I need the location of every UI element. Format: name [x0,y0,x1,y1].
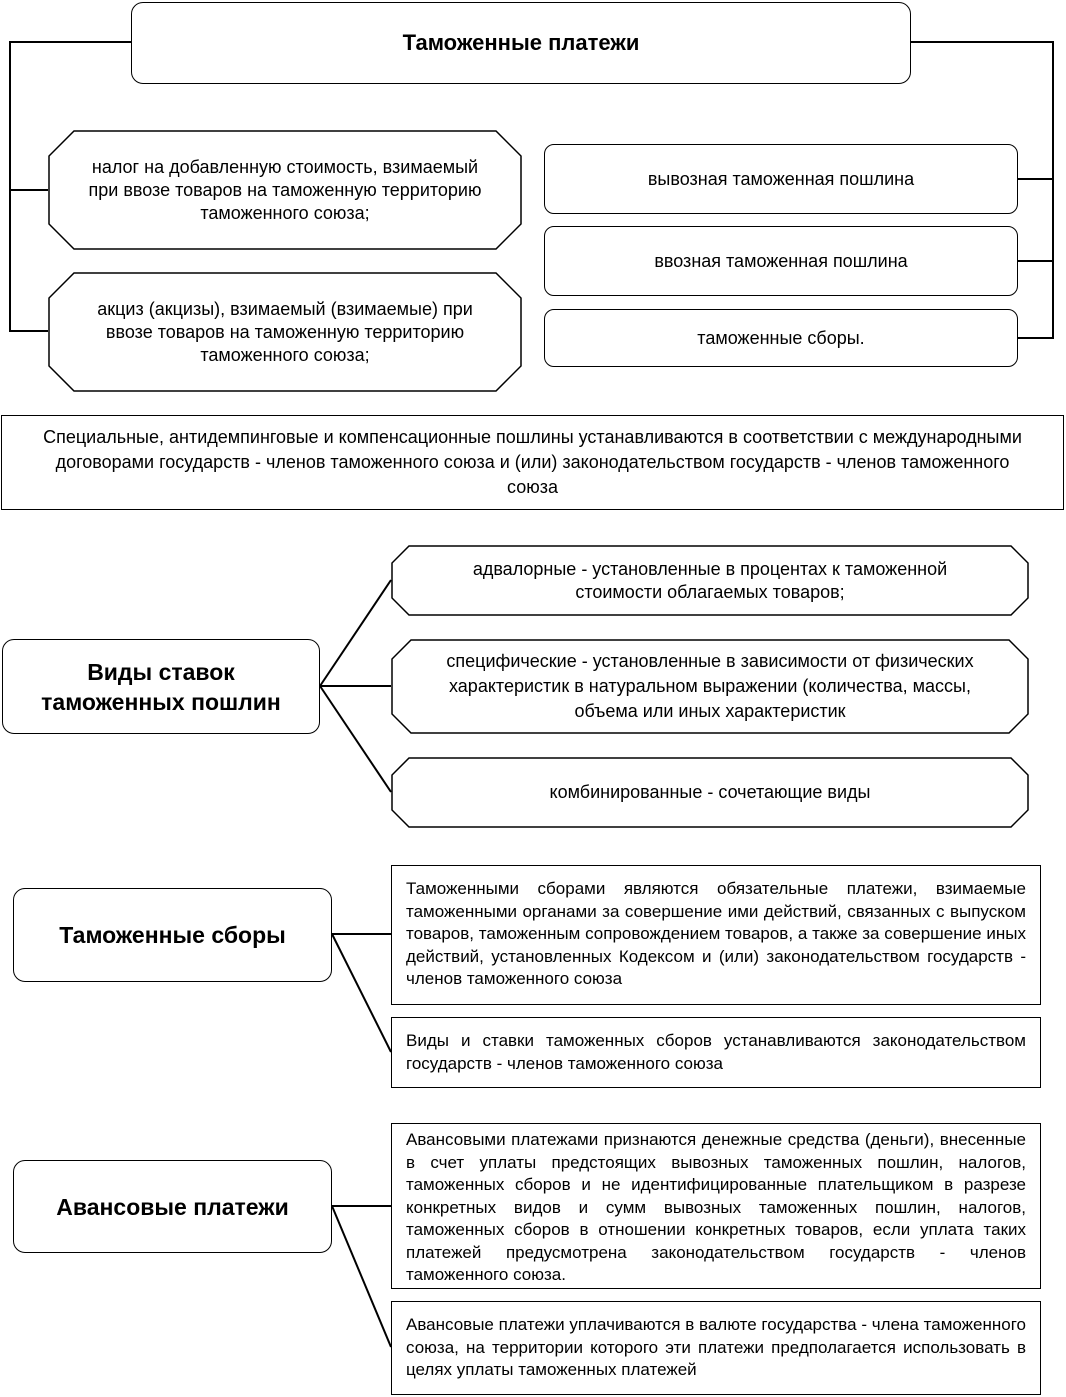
specific-box [391,639,1029,734]
advance-payments-currency: Авансовые платежи уплачиваются в валюте государства - члена таможенного союза, на территории которого эти платежи предполагается использовать в целях уплаты таможенных платежей [391,1301,1041,1395]
excise-box [48,272,522,392]
customs-fees-item-text: таможенные сборы. [697,328,865,348]
ad-valorem-text: адвалорные - установленные в процентах к таможенной стоимости облагаемых товаров; [472,558,948,602]
import-duty-text: ввозная таможенная пошлина [654,251,908,271]
combined-box [391,757,1029,828]
customs-fees-definition: Таможенными сборами являются обязательные платежи, взимаемые таможенными органами за совершение ими действий, связанных с выпуском товаров, таможенным сопровождением товаров, а также за совершение иных действий, установленных Кодексом и (или) законодательством государств - членов таможенного союза [391,865,1041,1005]
excise-text: акциз (акцизы), взимаемый (взимаемые) при ввозе товаров на таможенную территорию таможенного союза; [97,298,473,365]
advance-payments-title-box [13,1160,332,1253]
customs-payments-title: Таможенные платежи [402,30,640,55]
customs-payments-title-box [131,2,911,84]
customs-fees-item-box [544,309,1018,367]
specific-text: специфические - установленные в зависимости от физических характеристик в натуральном выражении (количества, массы, объема или иных характеристик [446,651,974,721]
special-duties-note: Специальные, антидемпинговые и компенсационные пошлины устанавливаются в соответствии с международными договорами государств - членов таможенного союза и (или) законодательством государств - членов таможенного союза [43,427,1022,497]
export-duty-text: вывозная таможенная пошлина [647,169,915,189]
customs-fees-title: Таможенные сборы [59,922,286,948]
combined-text: комбинированные - сочетающие виды [549,782,871,802]
export-duty-box [544,144,1018,214]
advance-payments-definition: Авансовыми платежами признаются денежные средства (деньги), внесенные в счет уплаты предстоящих вывозных таможенных пошлин, налогов, таможенных сборов и не идентифицированные плательщиком в разрезе конкретных видов и сумм вывозных таможенных пошлин, налогов, таможенных сборов в отношении конкретных товаров, если уплата таких платежей предусмотрена законодательством государств - членов таможенного союза. [391,1123,1041,1289]
vat-text: налог на добавленную стоимость, взимаемый при ввозе товаров на таможенную территорию таможенного союза; [88,156,482,223]
advance-payments-title: Авансовые платежи [56,1193,289,1220]
ad-valorem-box [391,545,1029,616]
duty-rates-title: Виды ставок таможенных пошлин [41,658,281,715]
customs-fees-rates: Виды и ставки таможенных сборов устанавливаются законодательством государств - членов таможенного союза [391,1017,1041,1088]
import-duty-box [544,226,1018,296]
vat-box [48,130,522,250]
special-duties-note-box [1,415,1064,510]
duty-rates-title-box [2,639,320,734]
customs-fees-title-box [13,888,332,982]
